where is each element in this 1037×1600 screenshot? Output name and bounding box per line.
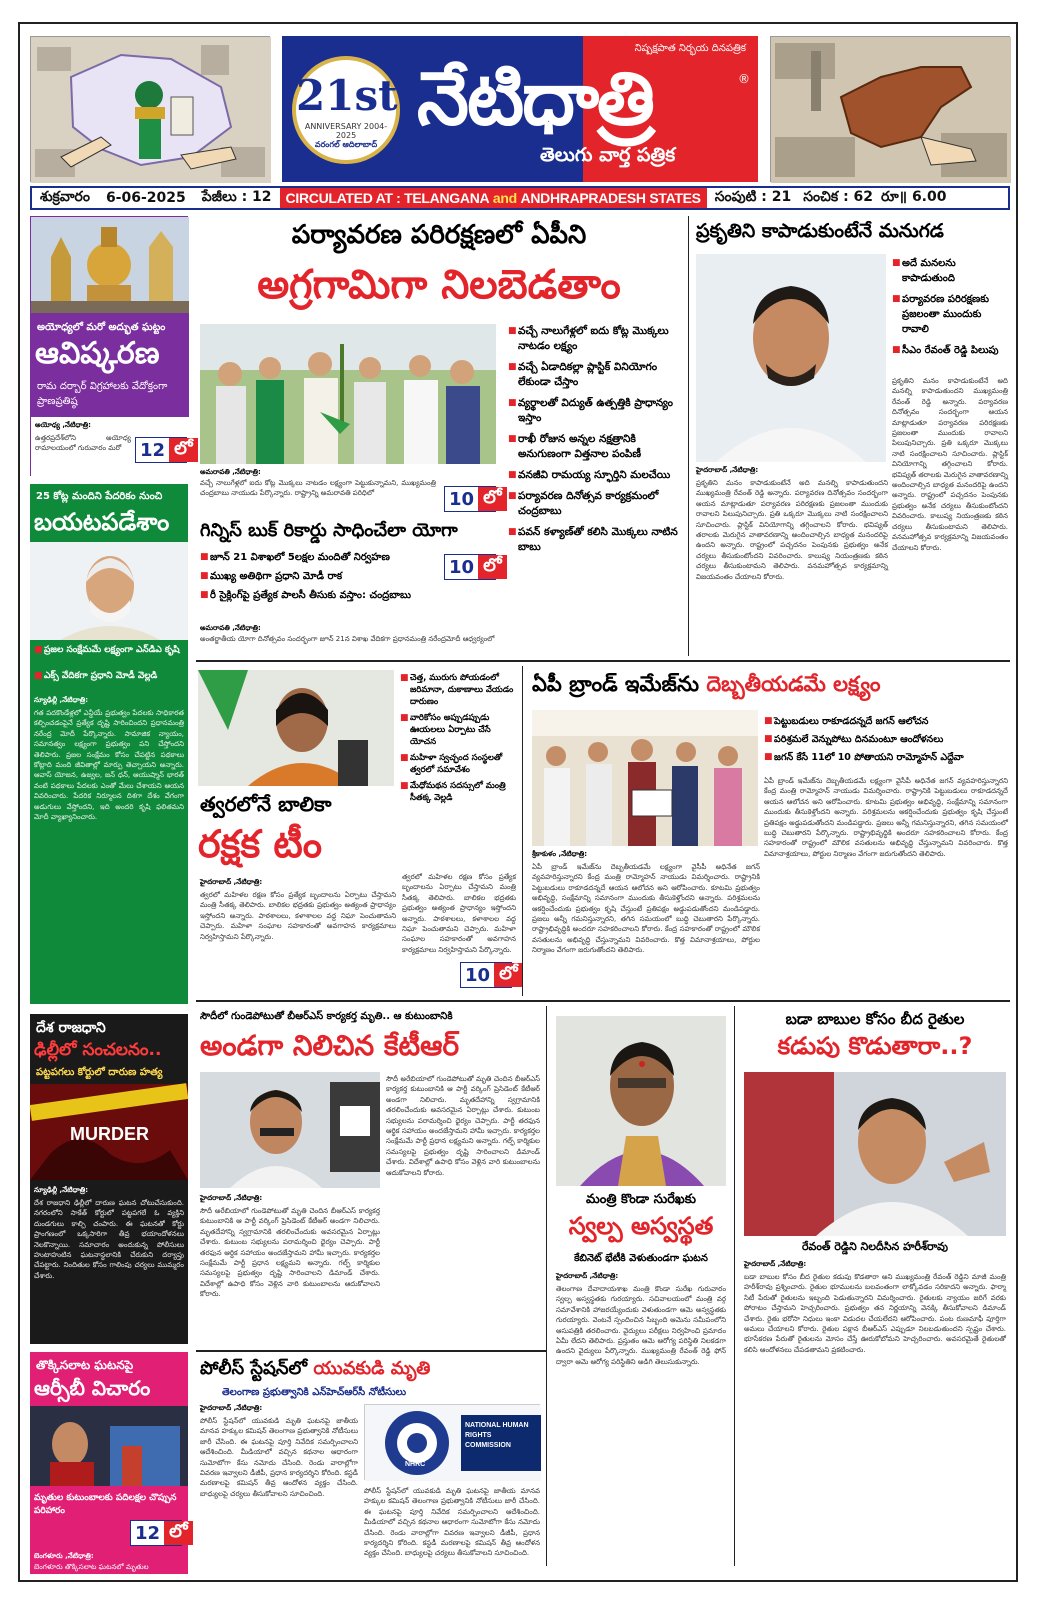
modi-photo: [30, 542, 188, 640]
issue-date: 6-06-2025: [105, 190, 186, 206]
anniversary-text: ANNIVERSARY 2004-2025: [304, 122, 388, 140]
konda-headline: స్వల్ప అస్వస్థత: [568, 1212, 714, 1240]
section-rule: [196, 1000, 1010, 1002]
column-rule: [688, 216, 689, 656]
page-count: పేజీలు : 12: [201, 188, 272, 205]
seethakka-bullet-3: ■ మహిళా స్వచ్ఛంద సంస్థలతో త్వరలో సమావేశం: [400, 752, 518, 776]
page-lo: లో: [478, 555, 507, 579]
konda-photo: [556, 1016, 726, 1186]
konda-story: [552, 1006, 730, 1566]
ktr-body-side: సౌదీ అరేబియాలో గుండెపోటుతో మృతి చెందిన బీఆర్ఎస్ కార్యకర్త కుటుంబానికి ఆ పార్టీ వర్కింగ్ ప్రెసిడెంట్ కేటీఆర్ అండగా నిలిచారు. మృతదేహాన్ని స్వగ్రామానికి తరలించేందుకు అవసరమైన ఏర్పాట్లు చేశారు. కుటుంబ సభ్యులను పరామర్శించి ధైర్యం చెప్పారు. పార్టీ తరఫున ఆర్థిక సహాయం అందజేస్తామని హామీ ఇచ్చారు. కార్యకర్తల సంక్షేమమే పార్టీ ప్రధాన లక్ష్యమని అన్నారు. గల్ఫ్ కార్మికుల సమస్యలపై ప్రభుత్వం దృష్టి సారించాలని డిమాండ్ చేశారు. విదేశాల్లో ఉపాధి కోసం వెళ్లిన వారి కుటుంబాలను ఆదుకోవాలని కోరారు.: [386, 1075, 540, 1177]
issue-number: సంచిక : 62: [803, 188, 874, 205]
ayodhya-kicker: అయోధ్యలో మరో అద్భుత ఘట్టం: [37, 322, 166, 333]
column-rule: [522, 666, 523, 996]
nhrc-logo-image: [364, 1404, 540, 1480]
delhi-kicker: దేశ రాజధాని: [36, 1020, 106, 1036]
lead-bullet-2: ■ వచ్చే ఏడాదికల్లా ప్లాస్టిక్ వినియోగం లేకుండా చేస్తాం: [508, 360, 680, 390]
ktr-headline: అండగా నిలిచిన కేటీఆర్: [200, 1029, 460, 1062]
ayodhya-body: ఉత్తరప్రదేశ్‌లోని అయోధ్య రామాలయంలో గురువారం మరో: [35, 434, 131, 453]
rcb-story: [30, 1352, 188, 1574]
circulated-state-3: STATES: [649, 190, 701, 206]
page-lo: లో: [494, 963, 523, 987]
ayodhya-subhead: రామ దర్బార్ విగ్రహాలకు వేదోక్తంగా ప్రాణప్రతిష్ఠ: [37, 381, 168, 407]
brand-story: [528, 666, 1010, 996]
seethakka-body: త్వరలో మహిళల రక్షణ కోసం ప్రత్యేక బృందాలను ఏర్పాటు చేస్తామని మంత్రి సీతక్క తెలిపారు. బాలికల భద్రతకు ప్రభుత్వం అత్యంత ప్రాధాన్యం ఇస్తోందని అన్నారు. పాఠశాలలు, కళాశాలల వద్ద నిఘా పెంచుతామని చెప్పారు. మహిళా సంఘాల సహకారంతో అవగాహన కార్యక్రమాలు నిర్వహిస్తామని పేర్కొన్నారు.: [200, 891, 396, 941]
modi-body: గత పదకొండేళ్లలో ఎన్డీయే ప్రభుత్వం పేదలకు సాధికారత కల్పించడంపైనే ప్రత్యేక దృష్టి సారించిందని ప్రధానమంత్రి నరేంద్ర మోదీ పేర్కొన్నారు. సామాజిక న్యాయం, సమానత్వం లక్ష్యంగా ప్రభుత్వం పని చేస్తోందని తెలిపారు. ప్రజల సంక్షేమం కోసం చేపట్టిన పథకాలు కోట్లాది మంది జీవితాల్లో మార్పు తెచ్చాయని అన్నారు. ఆవాస్ యోజన, ఉజ్వల, జన్ ధన్, ఆయుష్మాన్ భారత్ వంటి పథకాలు పేదలకు ఎంతో మేలు చేశాయని ఆయన వివరించారు. పేదరిక నిర్మూలన దిశగా దేశం వేగంగా అడుగులు వేస్తోందని, ఇది అందరి కృషి ఫలితమని మోదీ వ్యాఖ్యానించారు.: [34, 709, 184, 822]
paper-logo: [282, 36, 758, 182]
murder-photo-text: MURDER: [70, 1124, 149, 1144]
rcb-body: బెంగళూరు తొక్కిసలాట ఘటనలో మృతుల: [34, 1563, 149, 1571]
police-dateline: హైదరాబాద్ ,నేటిధాత్రి:: [200, 1404, 263, 1412]
farmers-dateline: హైదరాబాద్ ,నేటిధాత్రి:: [744, 1260, 807, 1268]
ayodhya-dateline: అయోధ్య ,నేటిధాత్రి:: [35, 421, 91, 429]
modi-kicker: 25 కోట్ల మందిని పేదరికం నుంచి: [36, 491, 163, 502]
rcb-page-ref[interactable]: [130, 1520, 188, 1546]
yoga-bullet-1: ■ జూన్ 21 విశాఖలో 5లక్షల మందితో నిర్వహణ: [200, 550, 500, 565]
ktr-dateline: హైదరాబాద్ ,నేటిధాత్రి:: [200, 1194, 263, 1202]
modi-story: [30, 484, 188, 1004]
rcb-subhead: మృతుల కుటుంబాలకు పదిలక్షల చొప్పున పరిహారం: [34, 1493, 177, 1516]
brand-bullet-1: ■ పెట్టుబడులు రాకూడదన్నదే జగన్ ఆలోచన: [764, 714, 1008, 729]
anniversary-number: 21st: [296, 71, 398, 120]
lead-bullet-3: ■ వ్యర్థాలతో విద్యుత్ ఉత్పత్తికి ప్రాధాన్యం ఇస్తాం: [508, 396, 680, 426]
lead-bullets: [508, 324, 680, 561]
page-number: 10: [449, 488, 475, 510]
page-lo: లో: [164, 1521, 193, 1545]
ktr-body: సౌదీ అరేబియాలో గుండెపోటుతో మృతి చెందిన బీఆర్ఎస్ కార్యకర్త కుటుంబానికి ఆ పార్టీ వర్కింగ్ ప్రెసిడెంట్ కేటీఆర్ అండగా నిలిచారు. మృతదేహాన్ని స్వగ్రామానికి తరలించేందుకు అవసరమైన ఏర్పాట్లు చేశారు. కుటుంబ సభ్యులను పరామర్శించి ధైర్యం చెప్పారు. పార్టీ తరఫున ఆర్థిక సహాయం అందజేస్తామని హామీ ఇచ్చారు. కార్యకర్తల సంక్షేమమే పార్టీ ప్రధాన లక్ష్యమని అన్నారు. గల్ఫ్ కార్మికుల సమస్యలపై ప్రభుత్వం దృష్టి సారించాలని డిమాండ్ చేశారు. విదేశాల్లో ఉపాధి కోసం వెళ్లిన వారి కుటుంబాలను ఆదుకోవాలని కోరారు.: [200, 1207, 380, 1299]
modi-headline: బయటపడేశాం: [34, 508, 170, 536]
delhi-story: [30, 1014, 188, 1344]
police-subhead: తెలంగాణ ప్రభుత్వానికి ఎన్‌హెచ్ఆర్‌సీ నోటీసులు: [222, 1387, 407, 1398]
registered-mark: ®: [738, 72, 750, 86]
cm-body-side: ప్రకృతిని మనం కాపాడుకుంటేనే అది మనల్ని కాపాడుతుందని ముఖ్యమంత్రి రేవంత్ రెడ్డి అన్నారు. పర్యావరణ దినోత్సవం సందర్భంగా ఆయన మాట్లాడుతూ పర్యావరణ పరిరక్షణకు ప్రజలంతా ముందుకు రావాలని పిలుపునిచ్చారు. ప్రతి ఒక్కరూ మొక్కలు నాటి సంరక్షించాలని సూచించారు. ప్లాస్టిక్ వినియోగాన్ని తగ్గించాలని కోరారు. భవిష్యత్ తరాలకు మెరుగైన వాతావరణాన్ని అందించాల్సిన బాధ్యత మనందరిపై ఉందని అన్నారు. రాష్ట్రంలో పచ్చదనం పెంపునకు ప్రభుత్వం అనేక చర్యలు తీసుకుంటోందని వివరించారు. కాలుష్య నియంత్రణకు కఠిన చర్యలు తీసుకుంటామని తెలిపారు. వనమహోత్సవ కార్యక్రమాన్ని విజయవంతం చేయాలని కోరారు.: [892, 377, 1008, 552]
modi-bullet-1: ■ ప్రజల సంక్షేమమే లక్ష్యంగా ఎన్‌డిఎ కృషి: [34, 644, 184, 656]
lead-photo: [200, 324, 496, 464]
yoga-dateline: అమరావతి ,నేటిధాత్రి:: [200, 624, 261, 632]
lead-bullet-4: ■ రాఖీ రోజున అన్నల నక్షత్రానికి అనుగుణంగా విత్తనాల పంపిణీ: [508, 432, 680, 462]
yoga-page-ref[interactable]: [444, 554, 502, 580]
cm-body: ప్రకృతిని మనం కాపాడుకుంటేనే అది మనల్ని కాపాడుతుందని ముఖ్యమంత్రి రేవంత్ రెడ్డి అన్నారు. పర్యావరణ దినోత్సవం సందర్భంగా ఆయన మాట్లాడుతూ పర్యావరణ పరిరక్షణకు ప్రజలంతా ముందుకు రావాలని పిలుపునిచ్చారు. ప్రతి ఒక్కరూ మొక్కలు నాటి సంరక్షించాలని సూచించారు. ప్లాస్టిక్ వినియోగాన్ని తగ్గించాలని కోరారు. భవిష్యత్ తరాలకు మెరుగైన వాతావరణాన్ని అందించాల్సిన బాధ్యత మనందరిపై ఉందని అన్నారు. రాష్ట్రంలో పచ్చదనం పెంపునకు ప్రభుత్వం అనేక చర్యలు తీసుకుంటోందని వివరించారు. కాలుష్య నియంత్రణకు కఠిన చర్యలు తీసుకుంటామని తెలిపారు. వనమహోత్సవ కార్యక్రమాన్ని విజయవంతం చేయాలని కోరారు.: [696, 479, 888, 581]
page-lo: లో: [478, 487, 507, 511]
police-body-2: పోలీస్ స్టేషన్‌లో యువకుడి మృతి ఘటనపై జాతీయ మానవ హక్కుల కమిషన్ తెలంగాణ ప్రభుత్వానికి నోటీసులు జారీ చేసింది. ఈ ఘటనపై పూర్తి నివేదిక సమర్పించాలని ఆదేశించింది. మీడియాలో వచ్చిన కథనాల ఆధారంగా సుమోటోగా కేసు నమోదు చేసింది. రెండు వారాల్లోగా వివరణ ఇవ్వాలని డీజీపీ, ప్రధాన కార్యదర్శిని కోరింది. కస్టడీ మరణాలపై కమిషన్ తీవ్ర ఆందోళన వ్యక్తం చేసింది. బాధ్యులపై చర్యలు తీసుకోవాలని సూచించింది.: [364, 1487, 540, 1558]
farmers-story: [740, 1006, 1010, 1566]
paper-name: నేటిధాత్రి: [417, 56, 653, 142]
column-rule: [734, 1006, 735, 1566]
nhrc-text: NATIONAL HUMAN RIGHTS COMMISSION: [465, 1422, 529, 1449]
rcb-photo: [30, 1406, 188, 1486]
seethakka-bullet-1: ■ చెత్త, మురుగు పోయడంలో జరిమానా, దుకాణాలు వేయడం దారుణం: [400, 672, 518, 708]
ktr-kicker: సౌదీలో గుండెపోటుతో బీఆర్ఎస్ కార్యకర్త మృతి.. ఆ కుటుంబానికి: [200, 1011, 453, 1022]
seethakka-bullet-2: ■ వారికోసం అప్పుడప్పుడు ఊయలలు ఏర్పాటు చేసే యోచన: [400, 712, 518, 748]
konda-subhead: కేబినెట్ భేటీకి వెళుతుండగా ఘటన: [574, 1253, 708, 1264]
lead-dateline: అమరావతి ,నేటిధాత్రి:: [200, 468, 261, 476]
page-lo: లో: [169, 438, 198, 462]
circulated-state-1: TELANGANA: [404, 190, 490, 206]
delhi-subhead: పట్టపగలు కోర్టులో దారుణ హత్య: [36, 1067, 163, 1078]
cm-bullet-3: ■ సీఎం రేవంత్ రెడ్డి పిలుపు: [892, 343, 1008, 358]
seethakka-story: [196, 666, 518, 996]
day: శుక్రవారం: [40, 188, 90, 205]
page-number: 12: [140, 439, 166, 461]
brand-photo: [532, 710, 758, 846]
seethakka-page-ref[interactable]: [460, 962, 518, 988]
brand-bullets: [764, 714, 1008, 768]
cm-bullets: [892, 256, 1008, 364]
yoga-bullet-3: ■ రీ సైక్లింగ్‌పై ప్రత్యేక పాలసీ తీసుకు వస్తాం: చంద్రబాబు: [200, 588, 500, 603]
page-number: 10: [465, 964, 491, 986]
cm-story: [694, 216, 1010, 656]
cm-photo: [696, 254, 886, 462]
police-headline: [200, 1358, 430, 1383]
brand-body-side: ఏపీ బ్రాండ్ ఇమేజ్‌ను దెబ్బతీయడమే లక్ష్యంగా వైసీపీ అధినేత జగన్ వ్యవహరిస్తున్నారని కేంద్ర మంత్రి రామ్మోహన్ నాయుడు విమర్శించారు. రాష్ట్రానికి పెట్టుబడులు రాకూడదన్నదే ఆయన ఆలోచన అని ఆరోపించారు. కూటమి ప్రభుత్వం అభివృద్ధి, సంక్షేమాన్ని సమానంగా ముందుకు తీసుకెళ్తోందని అన్నారు. పరిశ్రమలను ఆకర్షించేందుకు ప్రభుత్వం కృషి చేస్తుంటే ప్రతిపక్షం అడ్డుపడుతోందని మండిపడ్డారు. ప్రజలు అన్నీ గమనిస్తున్నారని, తగిన సమయంలో బుద్ధి చెబుతారని పేర్కొన్నారు. రాష్ట్రాభివృద్ధికి అందరూ సహకరించాలని కోరారు. కేంద్ర సహకారంతో రాష్ట్రంలో మౌలిక వసతులను అభివృద్ధి చేస్తున్నామని వివరించారు. కొత్త విమానాశ్రయాలు, పోర్టుల నిర్మాణం వేగంగా జరుగుతోందని తెలిపారు.: [764, 777, 1008, 858]
brand-bullet-3: ■ జగన్ కేసే 11లో 10 పోతాయని రామ్మోహన్ ఎద్దేవా: [764, 750, 1008, 765]
police-body: పోలీస్ స్టేషన్‌లో యువకుడి మృతి ఘటనపై జాతీయ మానవ హక్కుల కమిషన్ తెలంగాణ ప్రభుత్వానికి నోటీసులు జారీ చేసింది. ఈ ఘటనపై పూర్తి నివేదిక సమర్పించాలని ఆదేశించింది. మీడియాలో వచ్చిన కథనాల ఆధారంగా సుమోటోగా కేసు నమోదు చేసింది. రెండు వారాల్లోగా వివరణ ఇవ్వాలని డీజీపీ, ప్రధాన కార్యదర్శిని కోరింది. కస్టడీ మరణాలపై కమిషన్ తీవ్ర ఆందోళన వ్యక్తం చేసింది. బాధ్యులపై చర్యలు తీసుకోవాలని సూచించింది.: [200, 1417, 358, 1498]
paper-tagline: తెలుగు వార్త పత్రిక: [540, 144, 676, 166]
lead-body: వచ్చే నాలుగేళ్లలో ఐదు కోట్ల మొక్కలు నాటడం లక్ష్యంగా పెట్టుకున్నామని, ముఖ్యమంత్రి చంద్రబాబు నాయుడు పేర్కొన్నారు. రాష్ట్రాన్ని అమరావతి పరిధిలో: [200, 479, 436, 498]
anniversary-sub: వరంగల్ ఆదిలాబాద్: [314, 140, 378, 149]
lead-headline: అగ్రగామిగా నిలబెడతాం: [257, 262, 621, 308]
seethakka-headline: రక్షక టీం: [198, 822, 323, 866]
ktr-story: [196, 1006, 542, 1346]
rcb-dateline: బెంగళూరు ,నేటిధాత్రి:: [34, 1552, 94, 1560]
newspaper-page: [18, 22, 1018, 1582]
temple-photo: [31, 217, 189, 313]
masthead: [30, 34, 1010, 184]
farmers-body: బడా బాబుల కోసం బీద రైతుల కడుపు కొడతారా అని ముఖ్యమంత్రి రేవంత్ రెడ్డిని మాజీ మంత్రి హరీశ్‌రావు ప్రశ్నించారు. రైతుల భూములను బలవంతంగా లాక్కోవడం సరికాదని అన్నారు. ఫార్మా సిటీ పేరుతో రైతులను ఇబ్బంది పెడుతున్నారని విమర్శించారు. రైతులకు న్యాయం జరిగే వరకు పోరాటం చేస్తామని హెచ్చరించారు. ప్రభుత్వం తన నిర్ణయాన్ని వెనక్కి తీసుకోవాలని డిమాండ్ చేశారు. రైతు భరోసా నిధులు ఇంకా విడుదల చేయలేదని ఆరోపించారు. పంట రుణమాఫీ పూర్తిగా అమలు చేయాలని కోరారు. రైతుల పక్షాన బీఆర్ఎస్ ఎప్పుడూ నిలబడుతుందని స్పష్టం చేశారు. భూసేకరణ పేరుతో రైతులను మోసం చేస్తే ఊరుకోబోమని హెచ్చరించారు. అవసరమైతే రైతులతో కలిసి ఆందోళనలు చేపడతామని ప్రకటించారు.: [744, 1273, 1006, 1354]
yoga-bullet-2: ■ ముఖ్య అతిథిగా ప్రధాని మోడీ రాక: [200, 569, 500, 584]
rcb-kicker: తొక్కిసలాట ఘటనపై: [36, 1358, 134, 1372]
telangana-map-illustration: [30, 36, 270, 182]
circulated-state-2: ANDHRAPRADESH: [520, 190, 646, 206]
farmers-headline: కడుపు కొడుతారా..?: [777, 1032, 973, 1060]
seethakka-photo: [198, 670, 394, 786]
circulation-banner: [280, 188, 707, 208]
farmers-caption: రేవంత్ రెడ్డిని నిలదీసిన హరీశ్‌రావు: [802, 1240, 948, 1253]
price: రూ॥ 6.00: [881, 188, 947, 205]
andhra-map-illustration: [770, 36, 1010, 182]
police-story: [196, 1354, 542, 1574]
delhi-body: దేశ రాజధాని ఢిల్లీలో దారుణ ఘటన చోటుచేసుకుంది. నగరంలోని సాకేత్ కోర్టులో పట్టపగలే ఓ వ్యక్తిని దుండగులు కాల్చి చంపారు. ఈ ఘటనతో కోర్టు ప్రాంగణంలో ఒక్కసారిగా తీవ్ర భయాందోళనలు నెలకొన్నాయి. సమాచారం అందుకున్న పోలీసులు హుటాహుటిన ఘటనాస్థలానికి చేరుకుని దర్యాప్తు చేపట్టారు. నిందితుల కోసం గాలింపు చర్యలు ముమ్మరం చేశారు.: [34, 1199, 184, 1280]
ayodhya-headline: ఆవిష్కరణ: [35, 336, 160, 371]
lead-page-ref[interactable]: [444, 486, 502, 512]
seethakka-bullet-4: ■ మేధోమథన సదస్సులో మంత్రి సీతక్క వెల్లడి: [400, 780, 518, 804]
page-number: 12: [135, 1522, 161, 1544]
ktr-photo: [200, 1072, 380, 1188]
brand-body: ఏపీ బ్రాండ్ ఇమేజ్‌ను దెబ్బతీయడమే లక్ష్యంగా వైసీపీ అధినేత జగన్ వ్యవహరిస్తున్నారని కేంద్ర మంత్రి రామ్మోహన్ నాయుడు విమర్శించారు. రాష్ట్రానికి పెట్టుబడులు రాకూడదన్నదే ఆయన ఆలోచన అని ఆరోపించారు. కూటమి ప్రభుత్వం అభివృద్ధి, సంక్షేమాన్ని సమానంగా ముందుకు తీసుకెళ్తోందని అన్నారు. పరిశ్రమలను ఆకర్షించేందుకు ప్రభుత్వం కృషి చేస్తుంటే ప్రతిపక్షం అడ్డుపడుతోందని మండిపడ్డారు. ప్రజలు అన్నీ గమనిస్తున్నారని, తగిన సమయంలో బుద్ధి చెబుతారని పేర్కొన్నారు. రాష్ట్రాభివృద్ధికి అందరూ సహకరించాలని కోరారు. కేంద్ర సహకారంతో రాష్ట్రంలో మౌలిక వసతులను అభివృద్ధి చేస్తున్నామని వివరించారు. కొత్త విమానాశ్రయాలు, పోర్టుల నిర్మాణం వేగంగా జరుగుతోందని తెలిపారు.: [532, 863, 760, 955]
anniversary-badge: [292, 56, 400, 164]
seethakka-dateline: హైదరాబాద్ ,నేటిధాత్రి:: [200, 878, 263, 886]
volume: సంపుటి : 21: [714, 188, 792, 205]
seethakka-body-2: త్వరలో మహిళల రక్షణ కోసం ప్రత్యేక బృందాలను ఏర్పాటు చేస్తామని మంత్రి సీతక్క తెలిపారు. బాలికల భద్రతకు ప్రభుత్వం అత్యంత ప్రాధాన్యం ఇస్తోందని అన్నారు. పాఠశాలలు, కళాశాలల వద్ద నిఘా పెంచుతామని చెప్పారు. మహిళా సంఘాల సహకారంతో అవగాహన కార్యక్రమాలు నిర్వహిస్తామని పేర్కొన్నారు.: [402, 873, 516, 954]
lead-bullet-6: ■ పర్యావరణ దినోత్సవ కార్యక్రమంలో చంద్రబాబు: [508, 489, 680, 519]
section-rule: [196, 1350, 546, 1352]
top-tagline: నిష్పక్షపాత నిర్భయ దినపత్రిక: [634, 43, 746, 54]
delhi-headline: ఢిల్లీలో సంచలనం..: [34, 1040, 162, 1060]
lead-story: [196, 216, 682, 656]
brand-headline-red: దెబ్బతీయడమే లక్ష్యం: [706, 672, 881, 696]
circulated-label: CIRCULATED AT :: [285, 190, 401, 206]
rcb-headline: ఆర్సీబీ విచారం: [34, 1376, 151, 1400]
konda-dateline: హైదరాబాద్ ,నేటిధాత్రి:: [556, 1272, 619, 1280]
konda-caption: మంత్రి కొండా సురేఖకు: [585, 1192, 697, 1207]
ayodhya-page-ref[interactable]: [135, 437, 193, 463]
cm-bullet-1: ■ అదే మనలను కాపాడుతుంది: [892, 256, 1008, 286]
police-headline-red: యువకుడి మృతి: [313, 1358, 431, 1379]
konda-body: తెలంగాణ దేవాదాయశాఖ మంత్రి కొండా సురేఖ గురువారం స్వల్ప అస్వస్థతకు గురయ్యారు. సచివాలయంలో మంత్రి వర్గ సమావేశానికి హాజరయ్యేందుకు వెళుతుండగా ఆమె అస్వస్థతకు గురయ్యారు. వెంటనే స్పందించిన సిబ్బంది ఆమెను సమీపంలోని ఆసుపత్రికి తరలించారు. వైద్యులు పరీక్షలు నిర్వహించి ప్రమాదం ఏమీ లేదని తెలిపారు. ప్రస్తుతం ఆమె ఆరోగ్య పరిస్థితి నిలకడగా ఉందని వైద్యులు పేర్కొన్నారు. ముఖ్యమంత్రి రేవంత్ రెడ్డి ఫోన్ ద్వారా ఆమె ఆరోగ్య పరిస్థితిని అడిగి తెలుసుకున్నారు.: [556, 1285, 726, 1366]
brand-dateline: శ్రీకాకుళం ,నేటిధాత్రి:: [532, 850, 588, 858]
modi-dateline: న్యూఢిల్లీ ,నేటిధాత్రి:: [34, 696, 89, 704]
lead-bullet-1: ■ వచ్చే నాలుగేళ్లలో ఐదు కోట్ల మొక్కలు నాటడం లక్ష్యం: [508, 324, 680, 354]
farmers-kicker: బడా బాబుల కోసం బీద రైతుల: [785, 1010, 965, 1028]
seethakka-kicker: త్వరలోనే బాలికా: [200, 792, 332, 816]
harish-photo: [744, 1072, 1006, 1236]
circulated-and: and: [492, 190, 517, 206]
brand-headline-black: ఏపీ బ్రాండ్ ఇమేజ్‌ను: [532, 672, 699, 696]
cm-bullet-2: ■ పర్యావరణ పరిరక్షణకు ప్రజలంతా ముందుకు రావాలి: [892, 292, 1008, 337]
ayodhya-story: [30, 216, 193, 476]
modi-bullet-2: ■ ఎక్స్ వేదికగా ప్రధాని మోడీ వెల్లడి: [34, 670, 184, 682]
lead-bullet-7: ■ పవన్ కళ్యాణ్‌తో కలిసి మొక్కలు నాటిన బాబు: [508, 525, 680, 555]
page-number: 10: [449, 556, 475, 578]
brand-headline: [532, 672, 881, 702]
brand-bullet-2: ■ పరిశ్రమలే వెన్నుపోటు దినమంటూ ఆందోళనలు: [764, 732, 1008, 747]
seethakka-bullets: [400, 672, 518, 808]
date-bar: [30, 186, 1010, 210]
delhi-dateline: న్యూఢిల్లీ ,నేటిధాత్రి:: [34, 1186, 89, 1194]
yoga-body: అంతర్జాతీయ యోగా దినోత్సవం సందర్భంగా జూన్ 21న విశాఖ వేదికగా ప్రధానమంత్రి నరేంద్రమోదీ ఆధ్వర్యంలో: [200, 635, 495, 643]
lead-bullet-5: ■ వనజీవి రామయ్య స్ఫూర్తిని మలచేయి: [508, 468, 680, 483]
cm-dateline: హైదరాబాద్ ,నేటిధాత్రి:: [696, 466, 759, 474]
police-headline-black: పోలీస్ స్టేషన్‌లో: [200, 1358, 308, 1379]
section-rule: [196, 660, 1010, 662]
nhrc-short: NHRC: [405, 1461, 426, 1468]
cm-headline: ప్రకృతిని కాపాడుకుంటేనే మనుగడ: [696, 220, 944, 242]
lead-kicker: పర్యావరణ పరిరక్షణలో ఏపీని: [291, 220, 587, 250]
yoga-headline: గిన్నిస్ బుక్ రికార్డు సాధించేలా యోగా: [200, 520, 458, 541]
column-rule: [546, 1006, 547, 1566]
murder-photo: [30, 1084, 188, 1180]
